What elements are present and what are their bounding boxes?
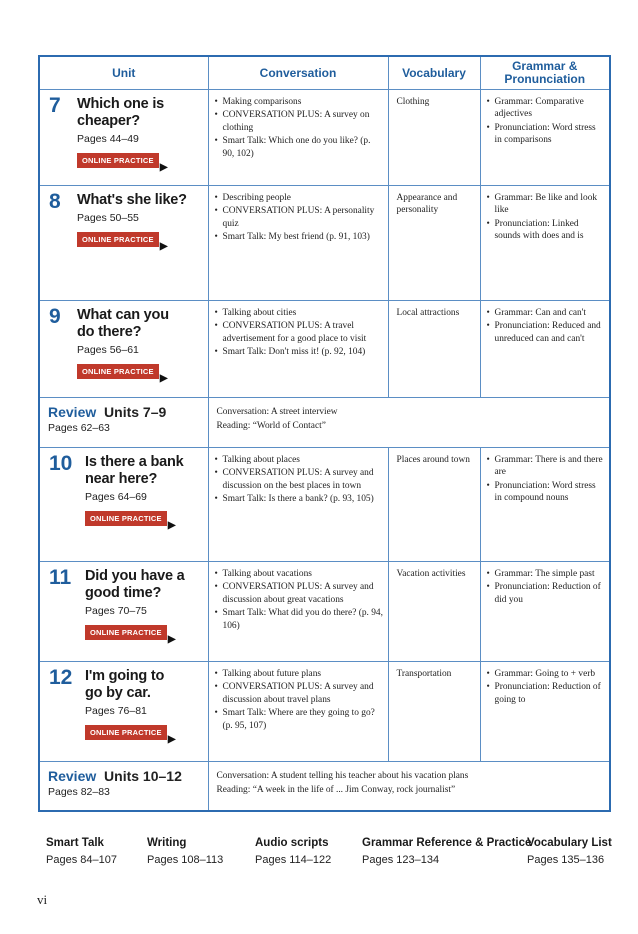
conversation-item: • Talking about cities: [215, 307, 384, 320]
online-practice-button[interactable]: [77, 232, 168, 252]
footer-item-grammar-reference: [362, 837, 531, 866]
conversation-item: • CONVERSATION PLUS: A survey and discussion about great vacations: [215, 581, 384, 606]
review-reading: Reading: “A week in the life of ... Jim Conway, rock journalist”: [216, 784, 456, 795]
unit-number: 8: [49, 189, 61, 213]
header-grammar: Grammar & Pronunciation: [480, 56, 610, 89]
unit-title: I'm going to go by car.: [85, 667, 165, 701]
conversation-item: • CONVERSATION PLUS: A survey on clothing: [215, 109, 384, 134]
vocabulary-text: Local attractions: [396, 307, 460, 318]
conversation-item: • Smart Talk: Is there a bank? (p. 93, 105): [215, 493, 384, 506]
grammar-item: • Grammar: Going to + verb: [487, 668, 606, 681]
footer-item-vocabulary-list: [527, 837, 612, 866]
review-units: Units 10–12: [104, 767, 182, 784]
conversation-item: • Talking about vacations: [215, 568, 384, 581]
grammar-item: • Pronunciation: Linked sounds with does and is: [487, 218, 606, 243]
conversation-item: • Talking about places: [215, 454, 384, 467]
online-practice-button[interactable]: [85, 511, 176, 531]
unit-pages: Pages 64–69: [85, 490, 147, 503]
conversation-item: • Talking about future plans: [215, 668, 384, 681]
page-number: vi: [37, 892, 48, 907]
header-conversation: Conversation: [208, 56, 388, 89]
footer-pages: Pages 123–134: [362, 854, 440, 866]
review-conversation: Conversation: A street interview: [216, 406, 338, 417]
footer-item-writing: [147, 837, 223, 866]
grammar-item: • Pronunciation: Reduction of going to: [487, 681, 606, 706]
online-practice-label: ONLINE PRACTICE: [82, 234, 154, 244]
grammar-item: • Pronunciation: Word stress in compound nouns: [487, 480, 606, 505]
conversation-item: • CONVERSATION PLUS: A survey and discussion about travel plans: [215, 681, 384, 706]
unit-number: 10: [49, 451, 73, 475]
footer-title: Smart Talk: [46, 837, 104, 849]
contents-table: [38, 55, 611, 812]
footer-pages: Pages 108–113: [147, 854, 224, 866]
vocabulary-text: Places around town: [396, 454, 470, 465]
online-practice-label: ONLINE PRACTICE: [82, 366, 154, 376]
conversation-item: • Making comparisons: [215, 96, 384, 109]
review-row-1: [39, 397, 610, 447]
footer-title: Audio scripts: [255, 837, 329, 849]
unit-row-9: [39, 300, 610, 397]
online-practice-button[interactable]: [85, 725, 176, 745]
review-label: Review: [48, 403, 97, 420]
grammar-item: • Grammar: Can and can't: [487, 307, 606, 320]
unit-row-7: [39, 89, 610, 185]
unit-pages: Pages 70–75: [85, 604, 147, 617]
footer-item-audio-scripts: [255, 837, 331, 866]
review-row-2: [39, 761, 610, 811]
conversation-item: • Smart Talk: Which one do you like? (p. 90, 102): [215, 135, 384, 160]
unit-row-12: [39, 661, 610, 761]
footer-title: Grammar Reference & Practice: [362, 837, 532, 849]
review-conversation: Conversation: A student telling his teacher about his vacation plans: [216, 770, 469, 781]
grammar-item: • Pronunciation: Reduction of did you: [487, 581, 606, 606]
online-practice-label: ONLINE PRACTICE: [90, 727, 162, 737]
review-label: Review: [48, 767, 97, 784]
vocabulary-text: Transportation: [396, 668, 452, 679]
online-practice-button[interactable]: [85, 625, 176, 645]
grammar-item: • Pronunciation: Reduced and unreduced can and can't: [487, 320, 606, 345]
grammar-item: • Grammar: Comparative adjectives: [487, 96, 606, 121]
grammar-item: • Grammar: There is and there are: [487, 454, 606, 479]
unit-title: What can you do there?: [77, 306, 169, 340]
online-practice-label: ONLINE PRACTICE: [90, 513, 162, 523]
footer-title: Writing: [147, 837, 187, 849]
header-vocabulary: Vocabulary: [388, 56, 480, 89]
conversation-item: • Smart Talk: Where are they going to go? (p. 95, 107): [215, 707, 384, 732]
vocabulary-text: Vacation activities: [396, 568, 466, 579]
online-practice-label: ONLINE PRACTICE: [90, 627, 162, 637]
unit-row-8: [39, 185, 610, 300]
unit-title: What's she like?: [77, 191, 187, 208]
header-unit: Unit: [39, 56, 208, 89]
vocabulary-text: Clothing: [396, 96, 430, 107]
cursor-icon: ▶: [159, 372, 168, 384]
conversation-item: • Smart Talk: What did you do there? (p. 94, 106): [215, 607, 384, 632]
online-practice-button[interactable]: [77, 153, 168, 173]
unit-pages: Pages 56–61: [77, 343, 139, 356]
review-pages: Pages 82–83: [48, 785, 110, 798]
grammar-item: • Grammar: Be like and look like: [487, 192, 606, 217]
unit-row-10: [39, 447, 610, 561]
cursor-icon: ▶: [159, 240, 168, 252]
unit-pages: Pages 44–49: [77, 132, 139, 145]
conversation-item: • CONVERSATION PLUS: A personality quiz: [215, 205, 384, 230]
footer-item-smart-talk: [46, 837, 117, 866]
unit-title: Is there a bank near here?: [85, 453, 184, 487]
conversation-item: • CONVERSATION PLUS: A survey and discussion on the best places in town: [215, 467, 384, 492]
unit-title: Did you have a good time?: [85, 567, 185, 601]
online-practice-button[interactable]: [77, 364, 168, 384]
unit-number: 9: [49, 304, 61, 328]
cursor-icon: ▶: [159, 161, 168, 173]
footer-pages: Pages 114–122: [255, 854, 332, 866]
review-pages: Pages 62–63: [48, 421, 110, 434]
vocabulary-text: Appearance and personality: [396, 192, 458, 215]
footer-title: Vocabulary List: [527, 837, 612, 849]
cursor-icon: ▶: [167, 519, 176, 531]
cursor-icon: ▶: [167, 733, 176, 745]
cursor-icon: ▶: [167, 633, 176, 645]
grammar-item: • Pronunciation: Word stress in comparisons: [487, 122, 606, 147]
grammar-item: • Grammar: The simple past: [487, 568, 606, 581]
unit-title: Which one is cheaper?: [77, 95, 165, 129]
conversation-item: • Smart Talk: Don't miss it! (p. 92, 104): [215, 346, 384, 359]
online-practice-label: ONLINE PRACTICE: [82, 155, 154, 165]
unit-pages: Pages 76–81: [85, 704, 147, 717]
unit-row-11: [39, 561, 610, 661]
conversation-item: • Describing people: [215, 192, 384, 205]
conversation-item: • Smart Talk: My best friend (p. 91, 103): [215, 231, 384, 244]
review-units: Units 7–9: [104, 403, 167, 420]
unit-number: 12: [49, 665, 73, 689]
footer-pages: Pages 84–107: [46, 854, 117, 866]
review-reading: Reading: “World of Contact”: [216, 420, 326, 431]
unit-pages: Pages 50–55: [77, 211, 139, 224]
footer-pages: Pages 135–136: [527, 854, 605, 866]
conversation-item: • CONVERSATION PLUS: A travel advertisement for a good place to visit: [215, 320, 384, 345]
unit-number: 7: [49, 93, 61, 117]
unit-number: 11: [49, 565, 72, 589]
